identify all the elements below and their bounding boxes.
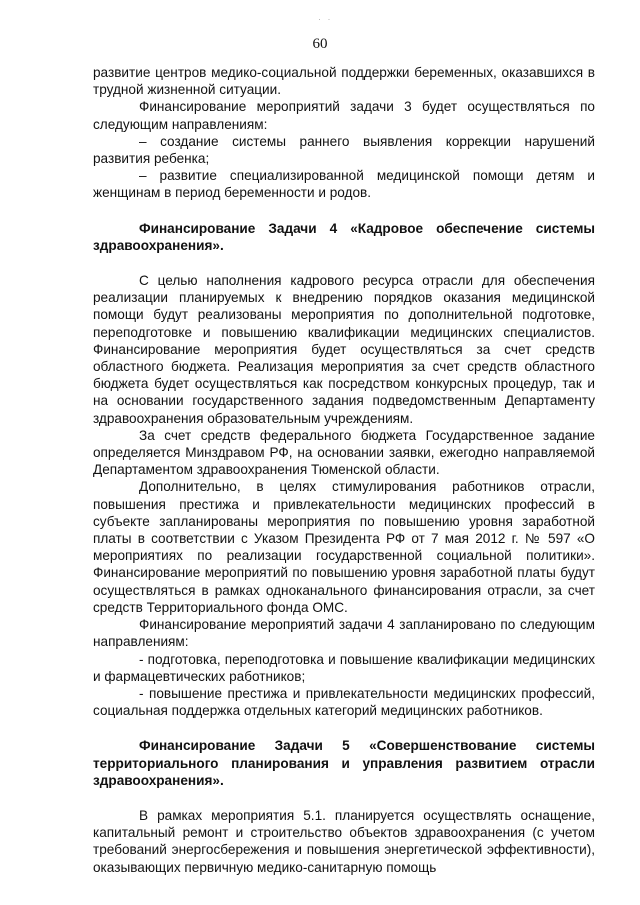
list-item-training: - подготовка, переподготовка и повышение квалификации медицинских и фармацевтических работников; (93, 651, 595, 684)
paragraph-continuation: развитие центров медико-социальной поддержки беременных, оказавшихся в трудной жизненной ситуации. (93, 65, 595, 98)
list-item-prestige: - повышение престижа и привлекательности медицинских профессий, социальная поддержка отдельных категорий медицинских работников. (93, 685, 595, 719)
scan-artifact: · · (318, 14, 333, 24)
paragraph-task3-financing: Финансирование мероприятий задачи 3 будет осуществляться по следующим направлениям: (93, 99, 595, 132)
paragraph-task4-directions: Финансирование мероприятий задачи 4 запланировано по следующим направлениям: (93, 617, 595, 650)
document-body (93, 64, 595, 876)
section-heading-task5: Финансирование Задачи 5 «Совершенствование системы территориального планирования и управления развитием отрасли здравоохранения». (93, 738, 595, 788)
page-number: 60 (312, 36, 328, 52)
paragraph-salary-incentives: Дополнительно, в целях стимулирования работников отрасли, повышения престижа и привлекательности медицинских профессий в субъекте запланированы мероприятия по повышению уровня заработной платы в соответствии с Указом Президента РФ от 7 мая 2012 г. № 597 «О мероприятиях по реализации государственной социальной политики». Финансирование мероприятий по повышению уровня заработной платы будут осуществляться в рамках одноканального финансирования отрасли, за счет средств Территориального фонда ОМС. (93, 479, 595, 615)
section-heading-task4: Финансирование Задачи 4 «Кадровое обеспечение системы здравоохранения». (93, 220, 595, 253)
list-item-specialized-care: – развитие специализированной медицинской помощи детям и женщинам в период беременности и родов. (93, 168, 595, 201)
paragraph-staffing: С целью наполнения кадрового ресурса отрасли для обеспечения реализации планируемых к внедрению порядков оказания медицинской помощи будут реализованы мероприятия по дополнительной подготовке, переподготовке и повышению квалификации медицинских специалистов. Финансирование мероприятия будет осуществляться за счет средств областного бюджета. Реализация мероприятия за счет средств областного бюджета будет осуществляться как посредством конкурсных процедур, так и на основании государственного задания подведомственным Департаменту здравоохранения образовательным учреждениям. (93, 273, 595, 426)
list-item-early-detection: – создание системы раннего выявления коррекции нарушений развития ребенка; (93, 133, 595, 167)
paragraph-federal-budget: За счет средств федерального бюджета Государственное задание определяется Минздравом РФ, на основании заявки, ежегодно направляемой Департаментом здравоохранения Тюменской области. (93, 427, 595, 478)
paragraph-measure-5-1: В рамках мероприятия 5.1. планируется осуществлять оснащение, капитальный ремонт и строительство объектов здравоохранения (с учетом требований энергосбережения и повышения энергетической эффективности), оказывающих первичную медико-санитарную помощь (93, 807, 595, 875)
